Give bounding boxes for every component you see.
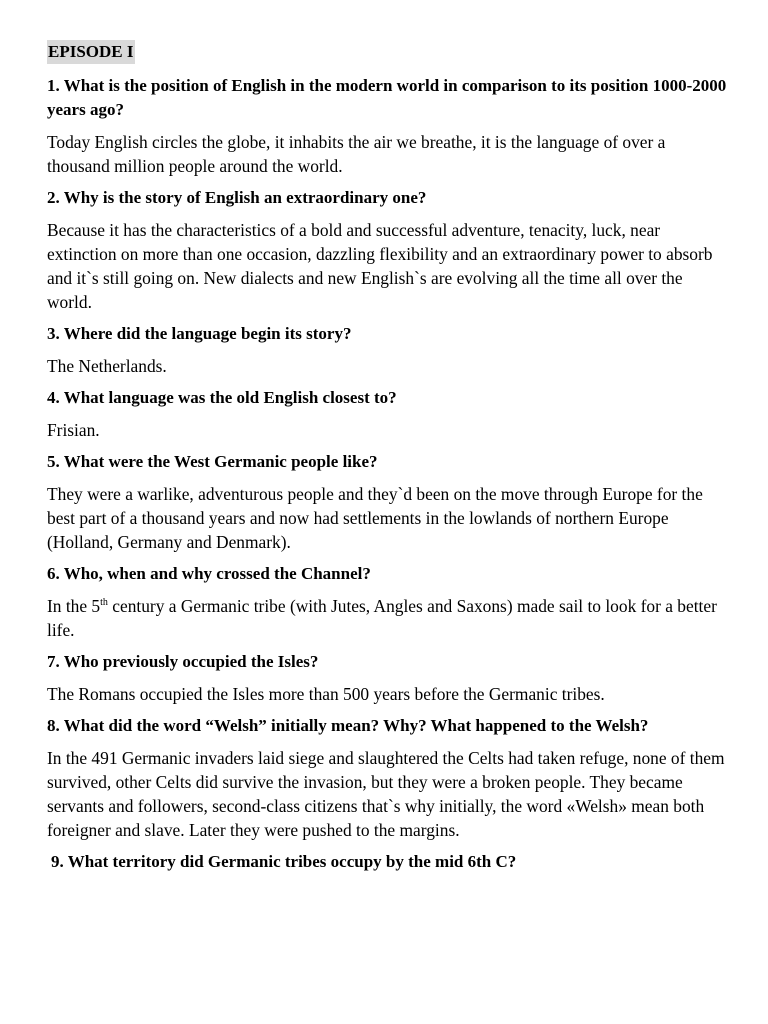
answer-8: In the 491 Germanic invaders laid siege and slaughtered the Celts had taken refuge, none of them survived, other Celts did survive the invasion, but they were a broken people. They became servants and followers, second-class citizens that`s why initially, the word «Welsh» mean both foreigner and slave. Later they were pushed to the margins. (47, 748, 725, 840)
answer-4: Frisian. (47, 420, 100, 440)
episode-heading: EPISODE I (47, 40, 135, 64)
question-8: 8. What did the word “Welsh” initially mean? Why? What happened to the Welsh? (47, 716, 649, 735)
answer-1: Today English circles the globe, it inhabits the air we breathe, it is the language of over a thousand million people around the world. (47, 132, 666, 176)
answer-3: The Netherlands. (47, 356, 167, 376)
answer-2: Because it has the characteristics of a bold and successful adventure, tenacity, luck, near extinction on more than one occasion, dazzling flexibility and an extraordinary power to absorb and it`s still going on. New dialects and new English`s are evolving all the time all over the world. (47, 220, 713, 312)
question-4: 4. What language was the old English closest to? (47, 388, 397, 407)
question-6: 6. Who, when and why crossed the Channel? (47, 564, 371, 583)
answer-6-end: century a Germanic tribe (with Jutes, Angles and Saxons) made sail to look for a better life. (47, 596, 717, 640)
answer-6 (47, 594, 728, 642)
answer-7: The Romans occupied the Isles more than 500 years before the Germanic tribes. (47, 684, 605, 704)
question-3: 3. Where did the language begin its story? (47, 324, 352, 343)
question-2: 2. Why is the story of English an extraordinary one? (47, 188, 427, 207)
question-9: 9. What territory did Germanic tribes occupy by the mid 6th C? (51, 852, 517, 871)
answer-5: They were a warlike, adventurous people and they`d been on the move through Europe for the best part of a thousand years and now had settlements in the lowlands of northern Europe (Holland, Germany and Denmark). (47, 484, 703, 552)
question-7: 7. Who previously occupied the Isles? (47, 652, 319, 671)
answer-6-start: In the 5 (47, 596, 101, 616)
question-5: 5. What were the West Germanic people like? (47, 452, 378, 471)
ordinal-superscript: th (100, 597, 108, 609)
question-1: 1. What is the position of English in the modern world in comparison to its position 1000-2000 years ago? (47, 76, 727, 119)
